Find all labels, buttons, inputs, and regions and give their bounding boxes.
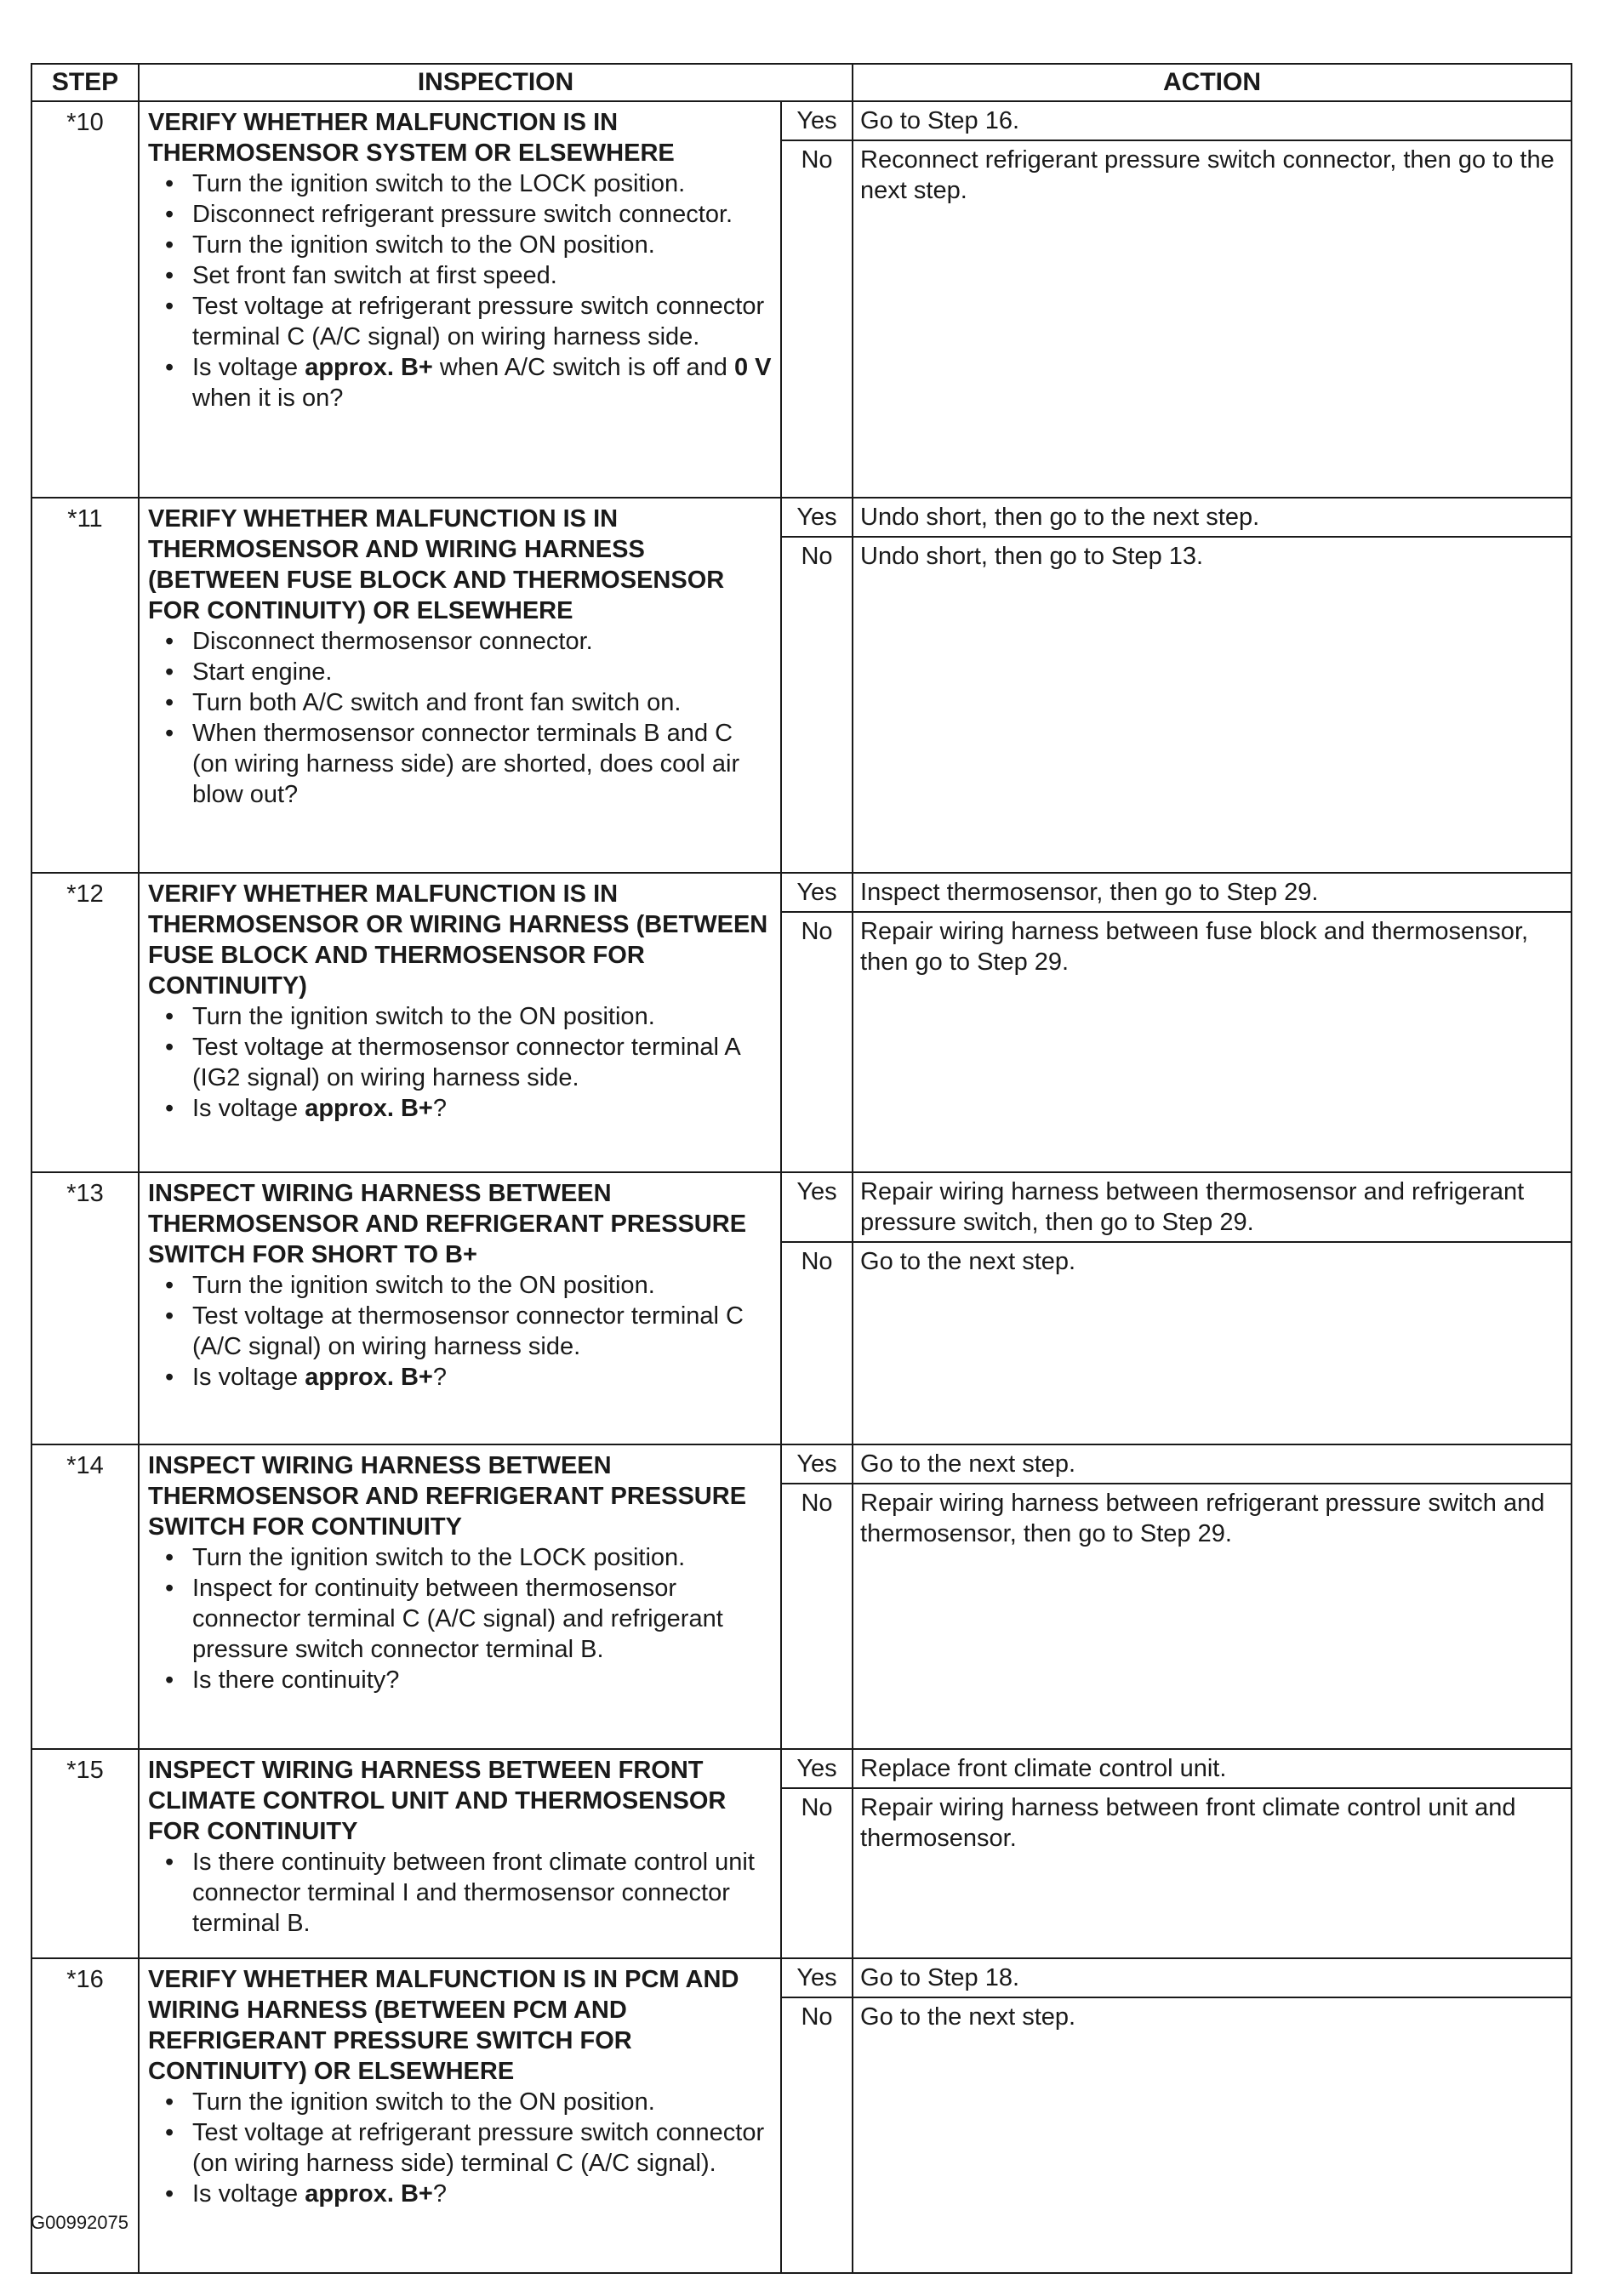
step-number: *15: [31, 1749, 139, 1958]
inspection-step-item: [192, 260, 773, 291]
yes-action: Repair wiring harness between thermosensor and refrigerant pressure switch, then go to Step 29.: [853, 1173, 1571, 1243]
text: Is voltage: [192, 1364, 305, 1391]
no-action: Reconnect refrigerant pressure switch connector, then go to the next step.: [860, 146, 1555, 204]
text: Turn the ignition switch to the ON position.: [192, 231, 655, 259]
inspection-cell: [139, 1749, 781, 1958]
inspection-title: INSPECT WIRING HARNESS BETWEEN THERMOSENSOR AND REFRIGERANT PRESSURE SWITCH FOR SHORT TO B+: [148, 1180, 747, 1268]
inspection-title: VERIFY WHETHER MALFUNCTION IS IN THERMOSENSOR SYSTEM OR ELSEWHERE: [148, 109, 675, 167]
inspection-steps: [148, 1270, 773, 1393]
text: Set front fan switch at first speed.: [192, 262, 557, 289]
text: Turn the ignition switch to the LOCK position.: [192, 1544, 686, 1571]
inspection-title: INSPECT WIRING HARNESS BETWEEN FRONT CLIMATE CONTROL UNIT AND THERMOSENSOR FOR CONTINUITY: [148, 1757, 727, 1845]
text: Inspect for continuity between thermosensor connector terminal C (A/C signal) and refrigerant pressure switch connector terminal B.: [192, 1575, 723, 1663]
inspection-step-item: [192, 687, 773, 718]
step-number: *14: [31, 1444, 139, 1749]
text: Is there continuity?: [192, 1666, 400, 1694]
inspection-steps: [148, 2087, 773, 2209]
yes-action: Go to Step 18.: [853, 1959, 1571, 1998]
bold-text: approx. B+: [305, 1095, 433, 1122]
header-action: ACTION: [853, 64, 1572, 101]
inspection-step-item: [192, 1093, 773, 1124]
inspection-cell: [139, 498, 781, 873]
inspection-step-item: [192, 1542, 773, 1573]
table-body: [31, 101, 1572, 2273]
no-action: Go to the next step.: [860, 1248, 1076, 1275]
no-label: No: [801, 1794, 833, 1821]
inspection-step-item: [192, 657, 773, 687]
table-row: [31, 873, 1572, 1172]
table-row: [31, 1444, 1572, 1749]
inspection-step-item: [192, 168, 773, 199]
text: Turn both A/C switch and front fan switch on.: [192, 689, 682, 716]
table-row: [31, 1958, 1572, 2273]
text: Is voltage: [192, 354, 305, 381]
yes-no-cell: [781, 1444, 853, 1749]
text: Turn the ignition switch to the ON position.: [192, 1272, 655, 1299]
inspection-cell: [139, 1444, 781, 1749]
inspection-cell: [139, 1958, 781, 2273]
inspection-step-item: [192, 2179, 773, 2209]
yes-label: Yes: [782, 1173, 852, 1243]
text: Turn the ignition switch to the ON position.: [192, 2088, 655, 2116]
inspection-step-item: [192, 718, 773, 810]
yes-label: Yes: [782, 1959, 852, 1998]
inspection-step-item: [192, 1301, 773, 1362]
no-label: No: [801, 1490, 833, 1517]
text: ?: [432, 1095, 448, 1122]
text: When thermosensor connector terminals B and C (on wiring harness side) are shorted, does cool air blow out?: [192, 720, 740, 808]
table-row: [31, 101, 1572, 498]
no-label: No: [801, 543, 833, 570]
text: Is voltage: [192, 1095, 305, 1122]
inspection-step-item: [192, 1362, 773, 1393]
text: Turn the ignition switch to the ON position.: [192, 1003, 655, 1030]
text: Turn the ignition switch to the LOCK position.: [192, 170, 686, 197]
yes-no-cell: [781, 1749, 853, 1958]
inspection-steps: [148, 168, 773, 413]
yes-no-cell: [781, 498, 853, 873]
inspection-title: VERIFY WHETHER MALFUNCTION IS IN THERMOSENSOR OR WIRING HARNESS (BETWEEN FUSE BLOCK AND THERMOSENSOR FOR CONTINUITY): [148, 880, 768, 1000]
inspection-step-item: [192, 199, 773, 230]
table-row: [31, 498, 1572, 873]
yes-label: Yes: [782, 1750, 852, 1789]
yes-action: Inspect thermosensor, then go to Step 29.: [853, 874, 1571, 913]
action-cell: [853, 498, 1572, 873]
no-action: Repair wiring harness between refrigerant pressure switch and thermosensor, then go to Step 29.: [860, 1490, 1545, 1547]
text: Disconnect refrigerant pressure switch connector.: [192, 201, 733, 228]
step-number: *12: [31, 873, 139, 1172]
inspection-step-item: [192, 230, 773, 260]
inspection-step-item: [192, 1032, 773, 1093]
yes-no-cell: [781, 101, 853, 498]
no-label: No: [801, 146, 833, 174]
inspection-step-item: [192, 352, 773, 413]
table-header-row: [31, 64, 1572, 101]
action-cell: [853, 1749, 1572, 1958]
text: ?: [432, 1364, 448, 1391]
no-action: Repair wiring harness between fuse block and thermosensor, then go to Step 29.: [860, 918, 1529, 976]
text: Test voltage at refrigerant pressure switch connector (on wiring harness side) terminal C (A/C signal).: [192, 2119, 765, 2177]
inspection-steps: [148, 626, 773, 810]
inspection-step-item: [192, 1665, 773, 1695]
inspection-step-item: [192, 1270, 773, 1301]
header-step: STEP: [31, 64, 139, 101]
yes-no-cell: [781, 873, 853, 1172]
inspection-step-item: [192, 1001, 773, 1032]
table-row: [31, 1172, 1572, 1444]
text: Is voltage: [192, 2180, 305, 2208]
yes-label: Yes: [782, 874, 852, 913]
yes-action: Replace front climate control unit.: [853, 1750, 1571, 1789]
no-action: Undo short, then go to Step 13.: [860, 543, 1204, 570]
text: when it is on?: [192, 385, 344, 412]
yes-label: Yes: [782, 1445, 852, 1484]
text: Test voltage at refrigerant pressure switch connector terminal C (A/C signal) on wiring harness side.: [192, 293, 765, 350]
bold-text: approx. B+: [305, 1364, 433, 1391]
yes-no-cell: [781, 1958, 853, 2273]
inspection-steps: [148, 1847, 773, 1939]
action-cell: [853, 1172, 1572, 1444]
bold-text: 0 V: [733, 354, 772, 381]
no-label: No: [801, 2003, 833, 2031]
inspection-step-item: [192, 2087, 773, 2117]
text: Disconnect thermosensor connector.: [192, 628, 593, 655]
inspection-step-item: [192, 1573, 773, 1665]
table-row: [31, 1749, 1572, 1958]
step-number: *16: [31, 1958, 139, 2273]
text: ?: [432, 2180, 448, 2208]
yes-action: Undo short, then go to the next step.: [853, 499, 1571, 538]
yes-label: Yes: [782, 499, 852, 538]
inspection-step-item: [192, 626, 773, 657]
inspection-step-item: [192, 2117, 773, 2179]
inspection-step-item: [192, 1847, 773, 1939]
step-number: *13: [31, 1172, 139, 1444]
no-label: No: [801, 1248, 833, 1275]
inspection-cell: [139, 101, 781, 498]
action-cell: [853, 873, 1572, 1172]
inspection-title: INSPECT WIRING HARNESS BETWEEN THERMOSENSOR AND REFRIGERANT PRESSURE SWITCH FOR CONTINUITY: [148, 1452, 747, 1541]
no-action: Repair wiring harness between front climate control unit and thermosensor.: [860, 1794, 1516, 1852]
figure-code: G00992075: [31, 2212, 128, 2233]
inspection-title: VERIFY WHETHER MALFUNCTION IS IN THERMOSENSOR AND WIRING HARNESS (BETWEEN FUSE BLOCK AND THERMOSENSOR FOR CONTINUITY) OR ELSEWHERE: [148, 505, 725, 624]
troubleshooting-table: [31, 63, 1572, 2274]
text: when A/C switch is off and: [432, 354, 734, 381]
no-label: No: [801, 918, 833, 945]
inspection-steps: [148, 1001, 773, 1124]
inspection-step-item: [192, 291, 773, 352]
inspection-title: VERIFY WHETHER MALFUNCTION IS IN PCM AND WIRING HARNESS (BETWEEN PCM AND REFRIGERANT PRESSURE SWITCH FOR CONTINUITY) OR ELSEWHERE: [148, 1966, 739, 2085]
header-inspection: INSPECTION: [139, 64, 853, 101]
step-number: *11: [31, 498, 139, 873]
bold-text: approx. B+: [305, 2180, 433, 2208]
text: Test voltage at thermosensor connector terminal A (IG2 signal) on wiring harness side.: [192, 1034, 740, 1091]
text: Start engine.: [192, 658, 333, 686]
step-number: *10: [31, 101, 139, 498]
inspection-steps: [148, 1542, 773, 1695]
text: Test voltage at thermosensor connector terminal C (A/C signal) on wiring harness side.: [192, 1302, 744, 1360]
yes-no-cell: [781, 1172, 853, 1444]
inspection-cell: [139, 1172, 781, 1444]
yes-action: Go to Step 16.: [853, 102, 1571, 141]
yes-action: Go to the next step.: [853, 1445, 1571, 1484]
action-cell: [853, 101, 1572, 498]
inspection-cell: [139, 873, 781, 1172]
bold-text: approx. B+: [305, 354, 433, 381]
action-cell: [853, 1958, 1572, 2273]
no-action: Go to the next step.: [860, 2003, 1076, 2031]
action-cell: [853, 1444, 1572, 1749]
yes-label: Yes: [782, 102, 852, 141]
text: Is there continuity between front climate control unit connector terminal I and thermosensor connector terminal B.: [192, 1849, 755, 1937]
